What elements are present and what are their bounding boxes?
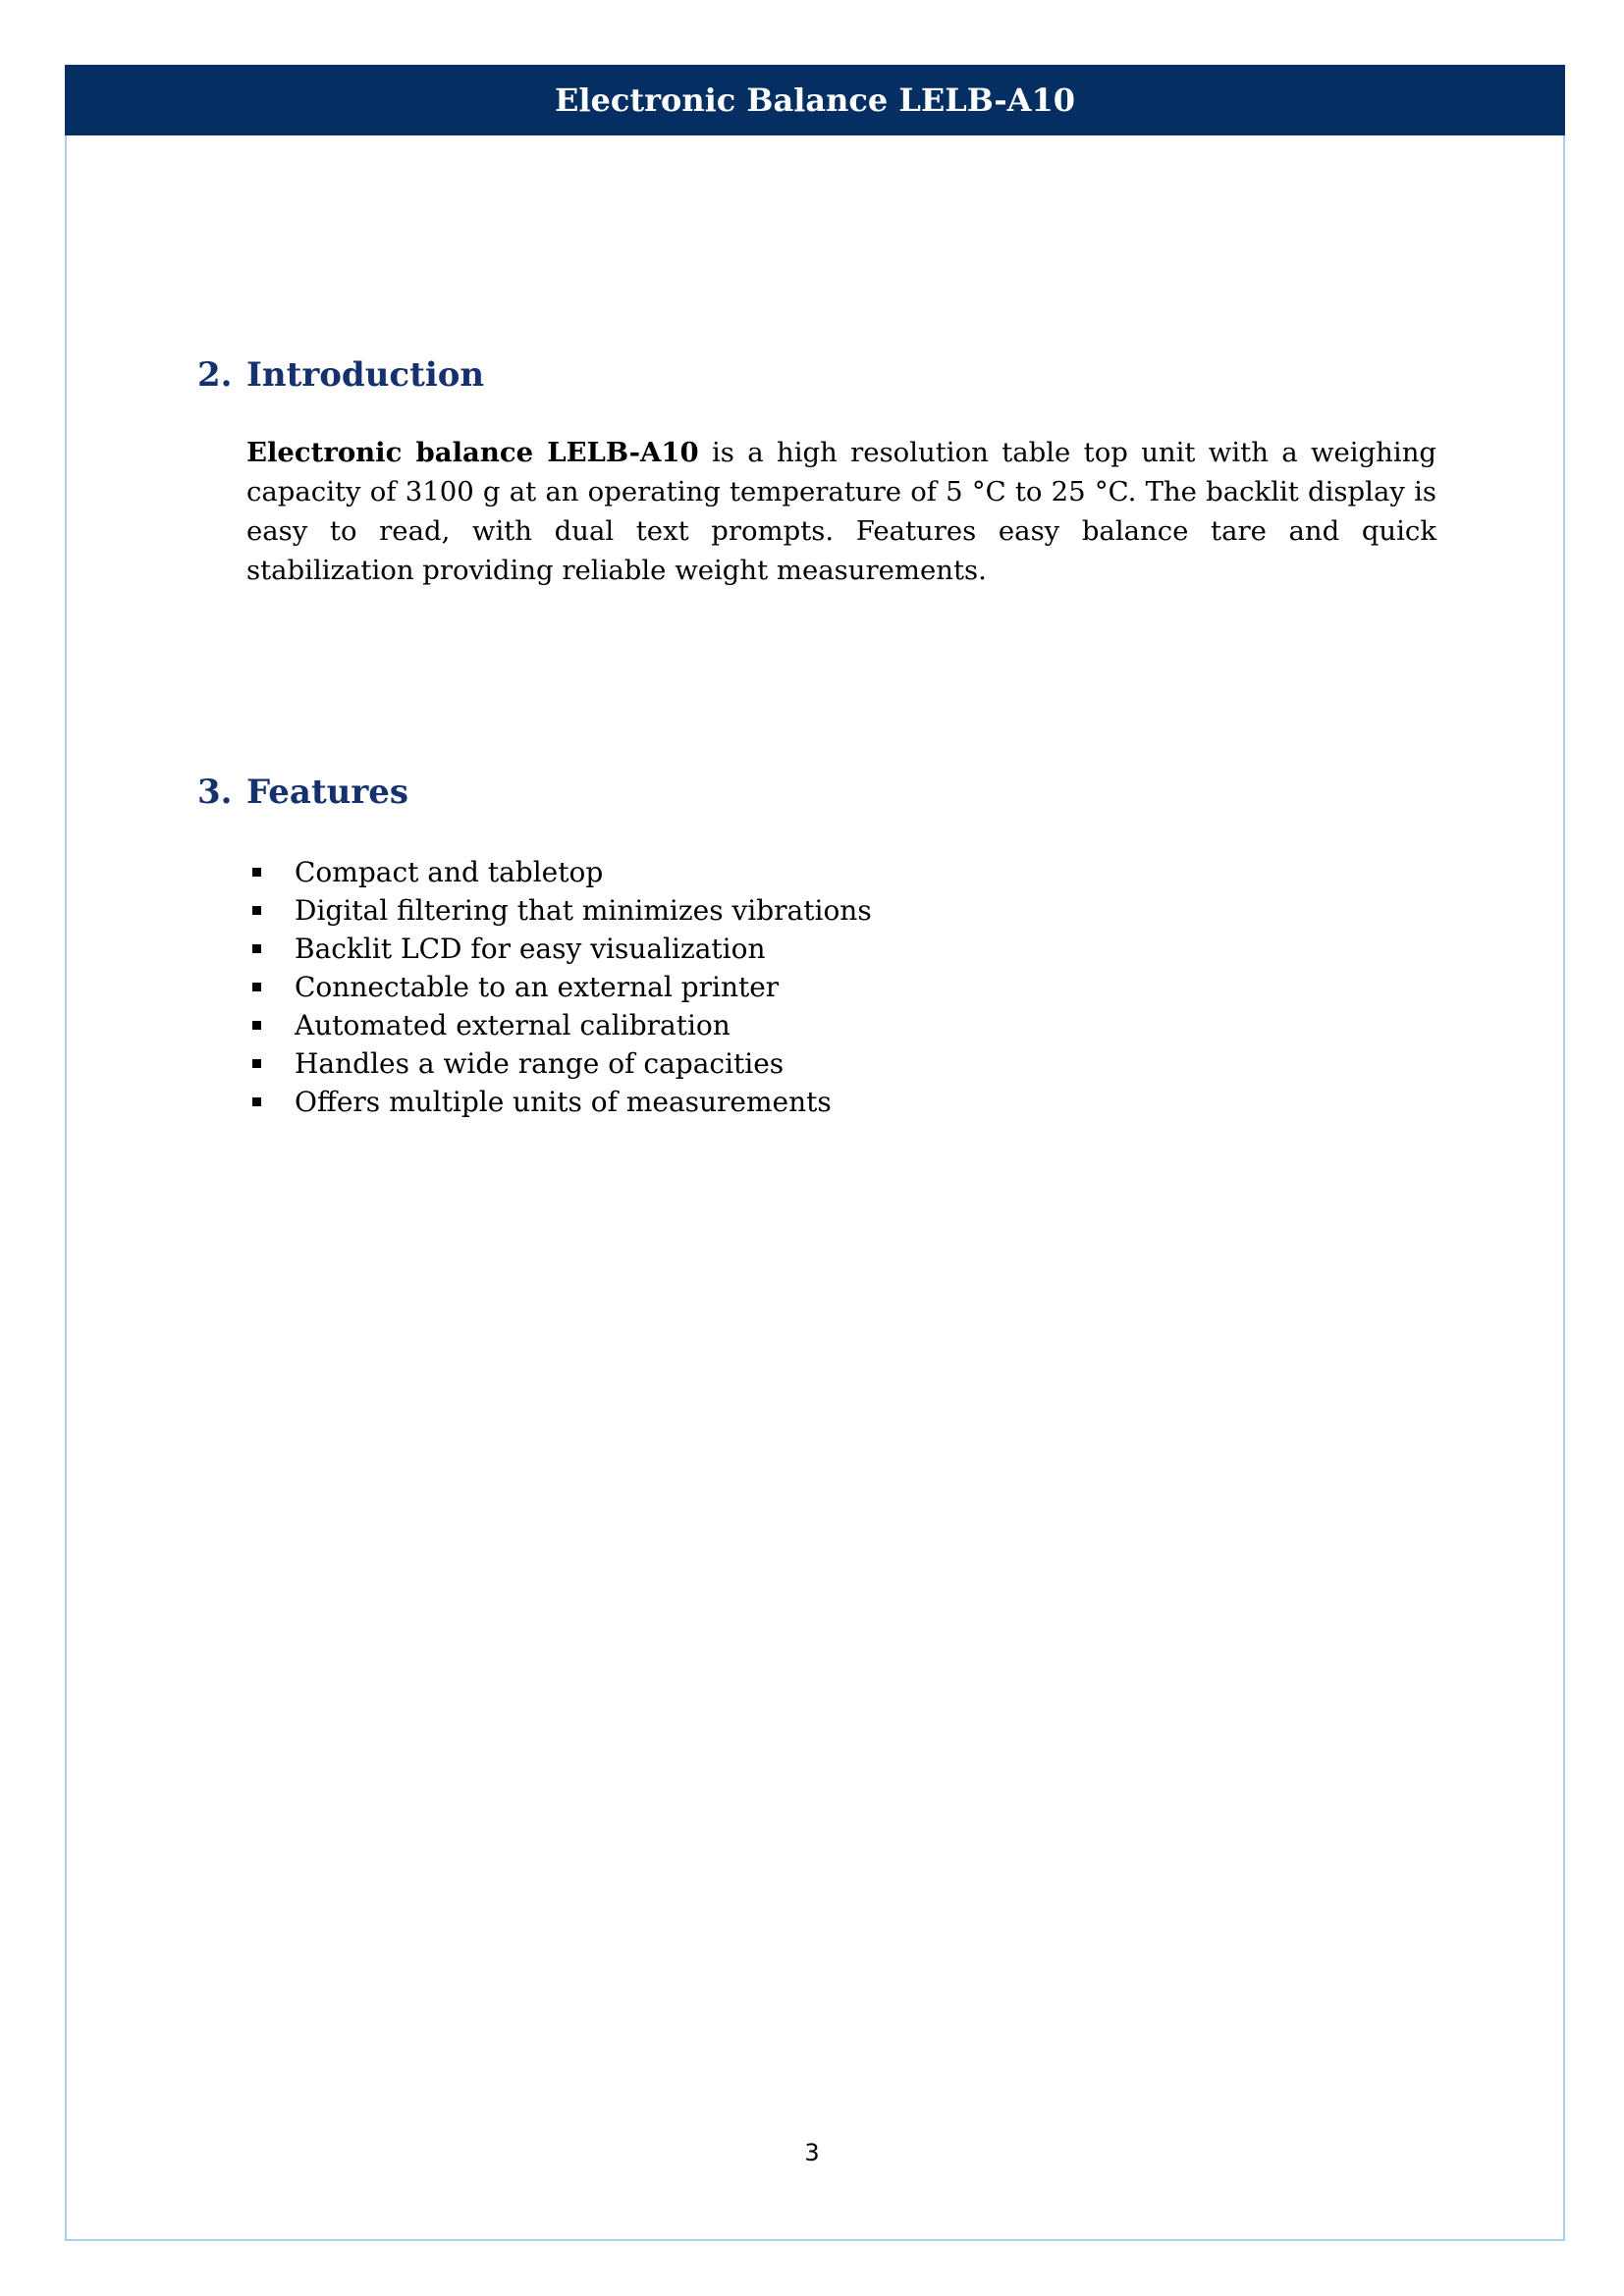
feature-text: Connectable to an external printer bbox=[295, 971, 780, 1003]
square-bullet-icon bbox=[252, 868, 261, 877]
feature-text: Digital filtering that minimizes vibrations bbox=[295, 894, 872, 927]
feature-text: Automated external calibration bbox=[295, 1009, 731, 1041]
product-name-bold: Electronic balance LELB-A10 bbox=[246, 437, 699, 468]
introduction-body-text: is a high resolution table top unit with a weighing capacity of 3100 g at an operating temperature of 5 °C to 25 °C. The backlit display is easy to read, with dual text prompts. Features easy balance tare and quick stabilization providing reliable weight measurements. bbox=[246, 437, 1437, 586]
introduction-section-number: 2. bbox=[197, 355, 233, 395]
square-bullet-icon bbox=[252, 983, 261, 991]
square-bullet-icon bbox=[252, 944, 261, 953]
square-bullet-icon bbox=[252, 1059, 261, 1068]
list-item bbox=[246, 968, 1228, 1006]
introduction-heading bbox=[197, 355, 484, 395]
square-bullet-icon bbox=[252, 1021, 261, 1030]
features-section-number: 3. bbox=[197, 773, 233, 812]
feature-text: Offers multiple units of measurements bbox=[295, 1086, 832, 1118]
feature-text: Backlit LCD for easy visualization bbox=[295, 933, 766, 965]
square-bullet-icon bbox=[252, 906, 261, 915]
feature-text: Handles a wide range of capacities bbox=[295, 1047, 785, 1080]
features-list bbox=[246, 853, 1228, 1121]
page-number: 3 bbox=[804, 2139, 820, 2166]
list-item bbox=[246, 1083, 1228, 1121]
features-heading-text: Features bbox=[246, 773, 409, 812]
list-item bbox=[246, 930, 1228, 968]
list-item bbox=[246, 853, 1228, 891]
square-bullet-icon bbox=[252, 1097, 261, 1106]
list-item bbox=[246, 1044, 1228, 1083]
features-heading bbox=[197, 773, 408, 812]
introduction-heading-text: Introduction bbox=[246, 355, 485, 395]
introduction-paragraph bbox=[246, 433, 1436, 590]
document-header bbox=[65, 65, 1565, 135]
list-item bbox=[246, 1006, 1228, 1044]
list-item bbox=[246, 891, 1228, 930]
document-title: Electronic Balance LELB-A10 bbox=[554, 81, 1075, 119]
feature-text: Compact and tabletop bbox=[295, 856, 604, 888]
